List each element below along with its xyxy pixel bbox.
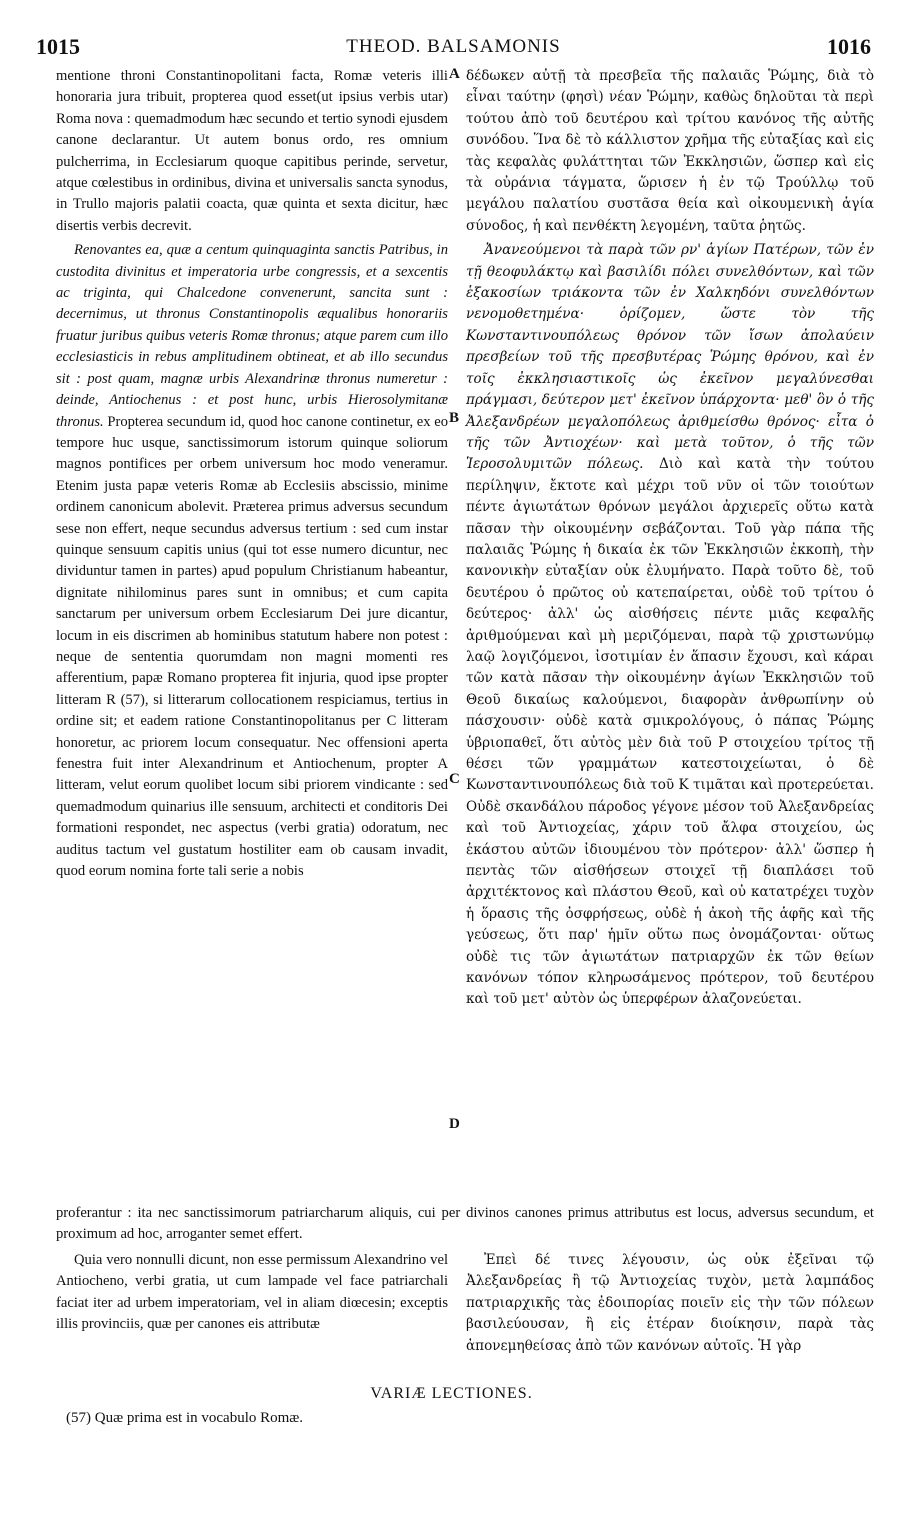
greek-paragraph-3: Ἐπεὶ δέ τινες λέγουσιν, ὡς οὐκ ἐξεῖναι τῷ Ἀλεξανδρείας ἢ τῷ Ἀντιοχείας τυχὸν, μετὰ λαμπάδος πατριαρχικῆς τὰς ἐδοιπορίας ποιεῖν εἰς τὴν τῶν πόλεων βασιλεύουσαν, ἢ εἰς ἑτέραν διοίκησιν, παρὰ τὰς ἀπονεμηθείσας ἀπὸ τῶν κανόνων αὐτοῖς. Ἡ γὰρ [466, 1252, 874, 1354]
greek-paragraph-1: δέδωκεν αὐτῇ τὰ πρεσβεῖα τῆς παλαιᾶς Ῥώμης, διὰ τὸ εἶναι ταύτην (φησὶ) νέαν Ῥώμην, καθὼς δηλοῦται τὰ περὶ τούτου ἀπὸ τοῦ δευτέρου καὶ τρίτου κανόνος τῆς αὐτῆς συνόδου. Ἵνα δὲ τὸ κάλλιστον χρῆμα τῆς εὐταξίας καὶ εἰς τὰς κεφαλὰς φυλάττηται τῶν Ἐκκλησιῶν, ὥσπερ καὶ εἰς τὰ οὐράνια τάγματα, ὥρισεν ἡ ἐν τῷ Τρούλλῳ τοῦ μεγάλου παλατίου συστᾶσα θεία καὶ οἰκουμενικὴ ἁγία σύνοδος, ἡ καὶ πενθέκτη λεγομένη, ταῦτα ῥητῶς. [466, 68, 874, 234]
margin-marker-b: B [449, 410, 460, 426]
page-number-right: 1016 [827, 34, 871, 59]
footnote-57: (57) Quæ prima est in vocabulo Romæ. [66, 1410, 304, 1426]
margin-marker-a: A [449, 66, 460, 82]
greek-commentary: Διὸ καὶ κατὰ τὴν τούτου περίληψιν, ἔκτοτε καὶ μέχρι τοῦ νῦν οἱ τῶν τοιούτων πέντε ἁγιωτάτων θρόνων μεγάλοι ἀρχιερεῖς οὕτω κατὰ πᾶσαν τὴν οἰκουμένην σεβάζονται. Τοῦ γὰρ πάπα τῆς παλαιᾶς Ῥώμης ἡ δικαία ἐκ τῶν Ἐκκλησιῶν ἐκκοπὴ, τὴν κανονικὴν εὐταξίαν οὐκ ἐλυμήνατο. Παρὰ τοῦτο δὲ, τοῦ δευτέρου ὁ πρῶτος οὐ κατεπαίρεται, οὐδὲ τοῦ τρίτου ὁ δεύτερος· ἀλλ' ὡς αἰσθήσεις πέντε μιᾶς κεφαλῆς ἀριθμούμεναι καὶ μὴ μεριζόμεναι, παρὰ τῷ χριστωνύμῳ λαῷ λογιζόμενοι, ἰσοτιμίαν ἐν ἅπασιν ἔχουσι, καὶ κάραι τῶν κατὰ πᾶσαν τὴν οἰκουμένην ἁγίων Ἐκκλησιῶν τοῦ Θεοῦ δικαίως καλούμενοι, διαφορὰν ἀνθρωπίνην οὐ πάσχουσιν· οὐδὲ κατὰ σμικρολόγους, ὁ πάπας Ῥώμης ὑβριοπαθεῖ, ὅτι αὐτὸς μὲν διὰ τοῦ Ρ στοιχείου τρίτος τῇ θέσει τῶν γραμμάτων κατεστοιχείωται, ὁ δὲ Κωνσταντινουπόλεως διὰ τοῦ Κ τιμᾶται καὶ προτερεύεται. Οὐδὲ σκανδάλου πάροδος γέγονε μέσον τοῦ Ἀλεξανδρείας καὶ τοῦ Ἀντιοχείας, χάριν τοῦ ἄλφα στοιχείου, ὡς ἑκάστου αὐτῶν ἰδιουμένου τὸν πρότερον· ἀλλ' ὥσπερ ἡ πεντὰς τῶν αἰσθήσεων στοιχεῖ τῇ διαπλάσει τοῦ ἀρχιτέκτονος καὶ πλάστου Θεοῦ, καὶ οὐ κατατρέχει τυχὸν ἡ ὅρασις τῆς ὀσφρήσεως, οὐδὲ ἡ ἀκοὴ τῆς ἁφῆς καὶ τῆς γεύσεως, ὅτι παρ' ἡμῖν οὕτω πως ὀνομάζονται· οὕτως οὐδὲ τις τῶν ἁγιωτάτων πατριαρχῶν ἐκ τῶν θείων κανόνων τόπον κληρωσάμενος πρότερον, τοῦ δευτέρου καὶ τοῦ μετ' αὐτὸν ὡς ὑπερφέρων ἀλαζονεύεται. [466, 456, 874, 1008]
running-title: THEOD. BALSAMONIS [346, 36, 561, 57]
greek-canon-quote: Ἀνανεούμενοι τὰ παρὰ τῶν ρν' ἁγίων Πατέρων, τῶν ἐν τῇ θεοφυλάκτῳ καὶ βασιλίδι πόλει συνελθόντων, καὶ τῶν ἑξακοσίων τριάκοντα τῶν ἐν Χαλκηδόνι συνελθόντων νενομοθετημένα· ὁρίζομεν, ὥστε τὸν τῆς Κωνσταντινουπόλεως θρόνον τῶν ἴσων ἀπολαύειν πρεσβείων τοῦ τῆς πρεσβυτέρας Ῥώμης θρόνου, καὶ ἐν τοῖς ἐκκλησιαστικοῖς ὡς ἐκεῖνον μεγαλύνεσθαι πράγμασι, δεύτερον μετ' ἐκεῖνον ὑπάρχοντα· μεθ' ὃν ὁ τῆς Ἀλεξανδρέων μεγαλοπόλεως ἀριθμείσθω θρόνος· εἶτα ὁ τῆς τῶν Ἀντιοχέων· καὶ μετὰ τοῦτον, ὁ τῆς τῶν Ἱεροσολυμιτῶν πόλεως. [466, 242, 874, 473]
latin-commentary: Propterea secundum id, quod hoc canone continetur, ex eo tempore huc usque, sanctissimorum istorum quinque soliorum magnos pontifices per orbem universum hoc modo veneramur. Etenim justa papæ veteris Romæ ab Ecclesiis abscissio, minime ordinem canonicum abolevit. Præterea primus adversus secundum sese non effert, neque secundus adversus tertium : sed cum instar quinque sensuum capitis unius (qui tot esse numero dicuntur, nec dividuntur tamen in partes) apud populum Christianum habeantur, dignitate nihilominus pares sunt in omnibus; et cum capita sanctarum per universum orbem Ecclesiarum Dei jure dicantur, locum in eis discrimen ab hominibus statutum habere non potest : neque de sententia quorumdam non magni momenti res afferentium, papæ Romano propterea fit injuria, quod ipse propter litteram R (57), si litterarum collocationem respiciamus, tertius in ordine sit; et eadem ratione Constantinopolitanus per C litteram honoretur, ac priorem locum consequatur. Nec offensioni aperta fenestra fuit inter Alexandrinum et Antiochenum, propter A litteram, velut eorum quolibet locum sibi priorem vindicante : sed quemadmodum quinarius ille sensuum, architecti et conditoris Dei formationi respondet, nec aspectus (verbi gratia) odoratum, nec auditus tactum vel gustatum hostiliter eam ob causam invadit, quod eorum nomina forte tali serie a nobis [56, 413, 449, 880]
latin-column [56, 66, 448, 882]
greek-paragraph-2 [466, 240, 874, 1011]
greek-column [466, 66, 874, 1011]
margin-marker-d: D [449, 1116, 460, 1132]
latin-paragraph-1: mentione throni Constantinopolitani facta, Romæ veteris illi honoraria jura tribuit, propterea quod esset(ut ipsius verbis utar) Roma nova : quemadmodum hæc secundo et tertio synodi ejusdem canone declarantur. Ut autem bonus ordo, res omnium pulcherrima, in Ecclesiarum quoque capitibus perinde, servetur, atque cœlestibus in ordinibus, divina et universalis sancta synodus, in Trullo majoris palatii coacta, quæ quinta et sexta dicitur, hæc disertis verbis decrevit. [56, 68, 448, 234]
page-header [36, 34, 871, 60]
greek-column-bottom [466, 1250, 874, 1357]
latin-paragraph-3: Quia vero nonnulli dicunt, non esse permissum Alexandrino vel Antiocheno, verbi gratia, ut cum lampade vel face patriarchali faciat iter ad urbem imperatoriam, vel in aliam diœcesin; exceptis illis provinciis, quæ per canones eis attributæ [56, 1252, 448, 1333]
page-number-left: 1015 [36, 34, 80, 59]
full-width-line: proferantur : ita nec sanctissimorum patriarcharum aliquis, cui per divinos canones primus attributus est locus, adversus secundum, et proximum ad hoc, arroganter semet effert. [56, 1205, 874, 1243]
variae-lectiones-heading: VARIÆ LECTIONES. [370, 1385, 533, 1402]
latin-column-bottom [56, 1250, 448, 1336]
latin-canon-quote: Renovantes ea, quæ a centum quinquaginta sanctis Patribus, in custodita divinitus et imperatoria urbe congressis, et a sexcentis ac triginta, qui Chalcedone convenerunt, sancita sunt : decernimus, ut thronus Constantinopolis æqualibus honorariis fruatur juribus quibus veteris Romæ thronus; atque parem cum illo ecclesiasticis in rebus amplitudinem obtineat, et ab illo secundus sit : post quam, magnæ urbis Alexandrinæ thronus numeretur : deinde, Antiochenus : et post hunc, urbis Hierosolymitanæ thronus. [56, 242, 448, 430]
margin-marker-c: C [449, 771, 460, 787]
latin-paragraph-2 [56, 240, 448, 882]
